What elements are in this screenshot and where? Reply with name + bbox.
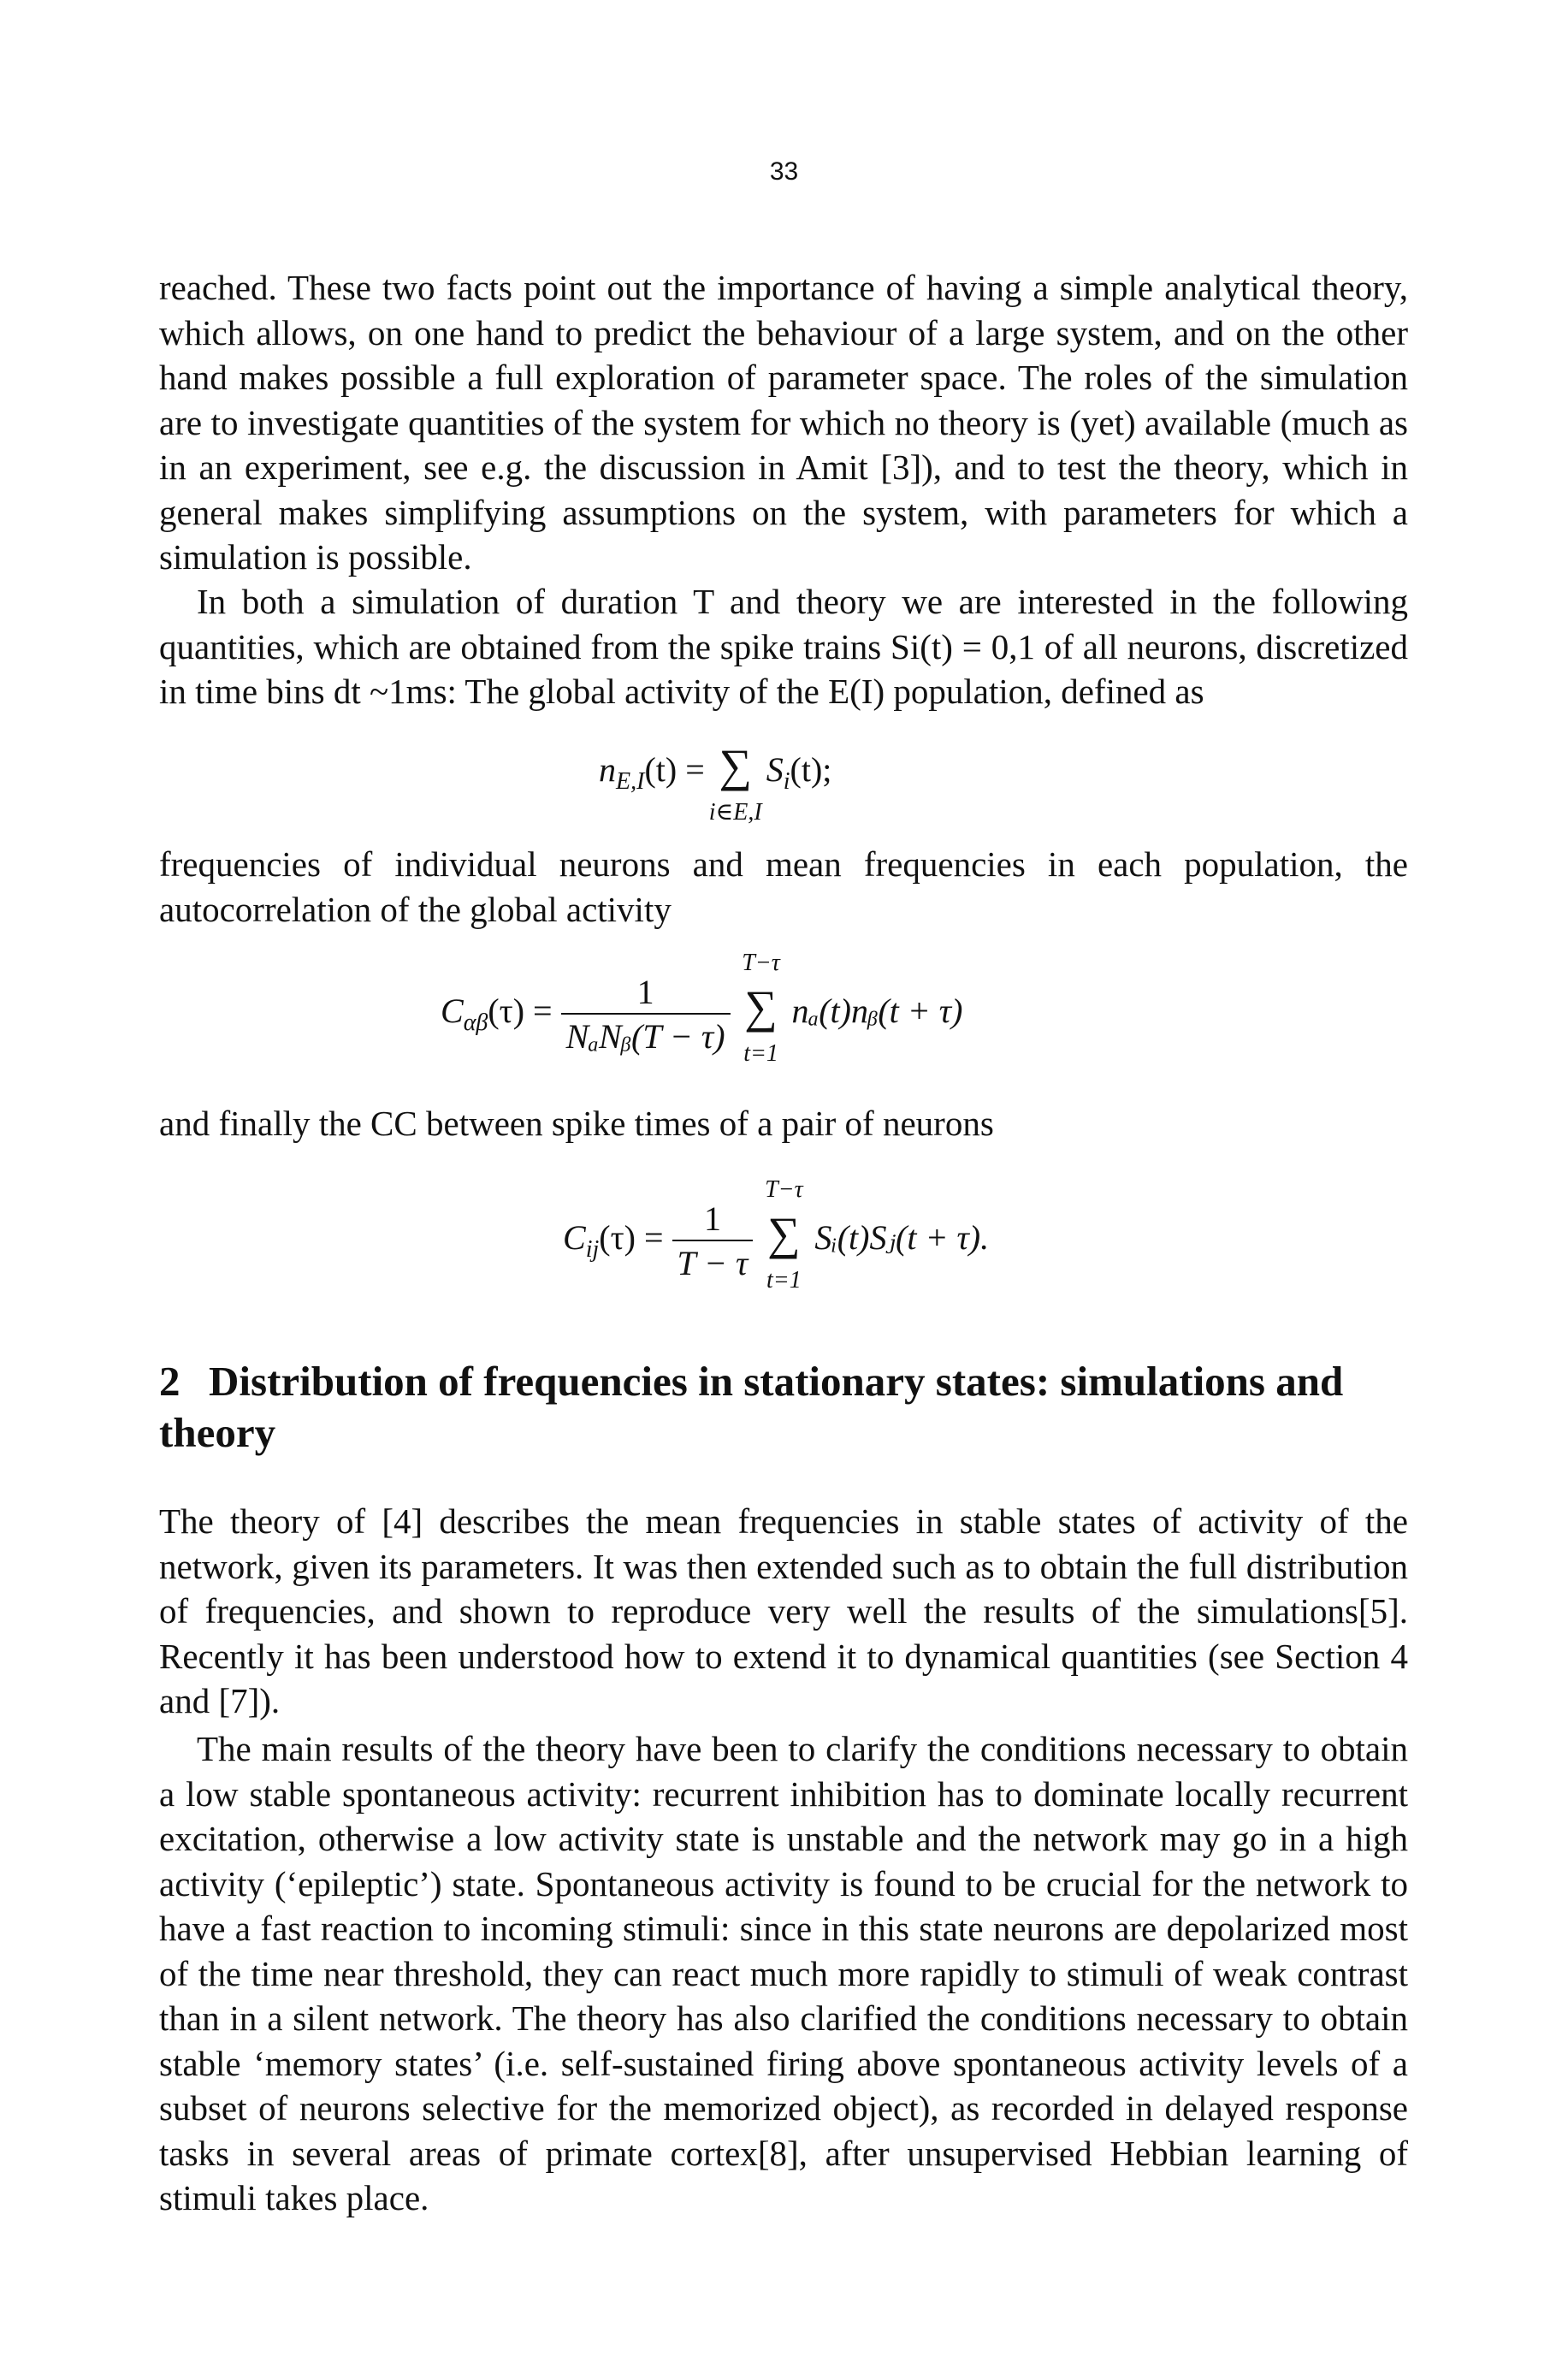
eq1-rhs-arg: (t); (790, 750, 832, 789)
eq3-sum-upper: T−τ (765, 1176, 803, 1204)
sum-symbol: ∑ (744, 981, 778, 1033)
eq1-sum (708, 740, 762, 826)
eq3-fraction (672, 1199, 754, 1282)
eq1-rhs: S (766, 750, 784, 789)
eq1-lhs-sub: E,I (616, 767, 645, 795)
paragraph-reached: reached. These two facts point out the importance of having a simple analytical theory, which allows, on one hand to predict the behaviour of a large system, and on the other hand makes possible a full exploration of parameter space. The roles of the simulation are to investigate quantities of the system for which no theory is (yet) available (much as in an experiment, see e.g. the discussion in Amit [3]), and to test the theory, which in general makes simplifying assumptions on the system, with parameters for which a simulation is possible. (159, 268, 1408, 577)
eq2-fraction (561, 975, 731, 1054)
paragraph-quantities: In both a simulation of duration T and theory we are interested in the following quantities, which are obtained from the spike trains Si(t) = 0,1 of all neurons, discretized in time bins dt ~1ms: The global activity of the E(I) population, defined as (159, 582, 1408, 711)
sum-symbol: ∑ (767, 1208, 801, 1260)
paragraph-main-results: The main results of the theory have been to clarify the conditions necessary to obtain a low stable spontaneous activity: recurrent inhibition has to dominate locally recurrent excitation, otherwise a low activity state is unstable and the network may go in a high activity (‘epileptic’) state. Spontaneous activity is found to be crucial for the network to have a fast reaction to incoming stimuli: since in this state neurons are depolarized most of the time near threshold, they can react much more rapidly to stimuli of weak contrast than in a silent network. The theory has also clarified the conditions necessary to obtain stable ‘memory states’ (i.e. self-sustained firing above spontaneous activity levels of a subset of neurons selective for the memorized object), as recorded in delayed response tasks in several areas of primate cortex[8], after unsupervised Hebbian learning of stimuli takes place. (159, 1729, 1408, 2217)
eq2-rhs: nₐ(t)nᵦ(t + τ) (791, 992, 963, 1031)
paragraph-theory: The theory of [4] describes the mean frequencies in stable states of activity of the network, given its parameters. It was then extended such as to obtain the full distribution of frequencies, and shown to reproduce very well the results of the simulations[5]. Recently it has been understood how to extend it to dynamical quantities (see Section 4 and [7]). (159, 1501, 1408, 1720)
eq2-sum-lower: t=1 (743, 1040, 778, 1068)
eq2-denominator: NₐNᵦ(T − τ) (565, 1017, 725, 1056)
equation-cross-correlation (563, 1176, 990, 1294)
eq3-lhs-arg: (τ) = (599, 1218, 664, 1258)
eq1-rhs-sub: i (783, 767, 790, 795)
section-number: 2 (159, 1358, 180, 1405)
sum-symbol: ∑ (719, 740, 752, 791)
eq2-sum (739, 950, 784, 1068)
eq3-numerator: 1 (672, 1202, 754, 1241)
eq2-lhs: C (441, 992, 464, 1031)
equation-autocorrelation (441, 950, 963, 1068)
eq2-lhs-sub: αβ (463, 1009, 488, 1037)
eq1-lhs: n (599, 750, 616, 789)
eq2-numerator: 1 (561, 975, 731, 1015)
equation-global-activity (599, 740, 832, 826)
eq3-lhs-sub: ij (585, 1236, 600, 1264)
eq1-sum-lower: i∈E,I (708, 799, 762, 826)
eq3-sum (761, 1176, 806, 1294)
eq2-sum-upper: T−τ (742, 950, 780, 977)
eq1-lhs-arg: (t) = (644, 750, 705, 789)
section-heading (159, 1356, 1417, 1459)
eq3-sum-lower: t=1 (766, 1267, 802, 1294)
eq3-lhs: C (563, 1218, 586, 1258)
section-title: Distribution of frequencies in stationary states: simulations and theory (159, 1358, 1344, 1456)
paragraph-cc: and finally the CC between spike times of a pair of neurons (159, 1104, 994, 1143)
paragraph-frequencies: frequencies of individual neurons and mean frequencies in each population, the autocorrelation of the global activity (159, 844, 1408, 929)
page-number: 33 (769, 157, 799, 186)
eq3-denominator: T − τ (677, 1244, 748, 1282)
eq2-lhs-arg: (τ) = (488, 992, 553, 1031)
eq3-rhs: Sᵢ(t)Sⱼ(t + τ). (814, 1218, 990, 1258)
